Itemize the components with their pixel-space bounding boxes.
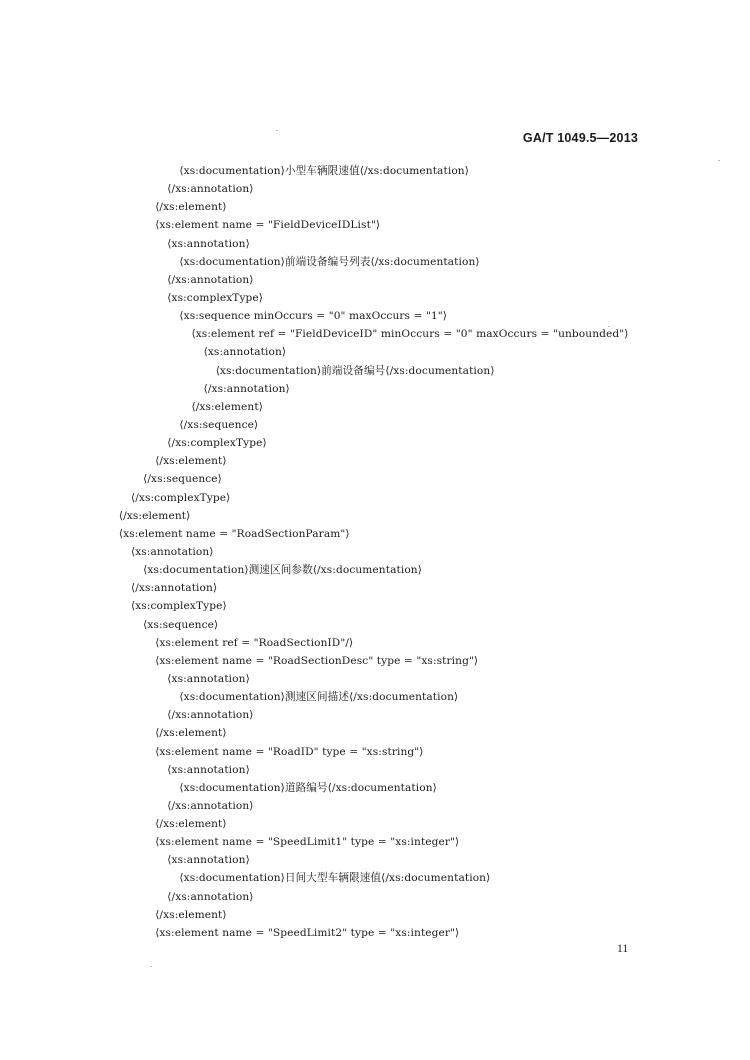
code-line: ⟨/xs:annotation⟩ (167, 799, 254, 812)
code-line: ⟨/xs:annotation⟩ (167, 273, 254, 286)
code-line: ⟨xs:element name = "RoadSectionDesc" type = "xs:string"⟩ (155, 654, 479, 667)
code-line: ⟨xs:annotation⟩ (167, 763, 250, 776)
page-number: 11 (617, 943, 629, 955)
code-line: ⟨/xs:element⟩ (155, 727, 227, 740)
code-line: ⟨/xs:element⟩ (155, 201, 227, 214)
code-line: ⟨xs:element name = "FieldDeviceIDList"⟩ (155, 219, 381, 232)
code-line: ⟨xs:annotation⟩ (203, 346, 287, 359)
code-line: ⟨xs:annotation⟩ (167, 672, 250, 685)
code-line: ⟨/xs:complexType⟩ (131, 491, 231, 504)
code-line: ⟨xs:annotation⟩ (167, 854, 250, 867)
standard-code-header: GA/T 1049.5—2013 (522, 131, 638, 145)
code-line: ⟨xs:element name = "RoadID" type = "xs:string"⟩ (155, 745, 424, 758)
scan-speck (608, 326, 610, 327)
code-line: ⟨xs:documentation⟩日间大型车辆限速值⟨/xs:documentation⟩ (179, 872, 491, 885)
code-line: ⟨xs:documentation⟩前端设备编号⟨/xs:documentation⟩ (215, 364, 495, 377)
code-line: ⟨/xs:element⟩ (155, 908, 227, 921)
code-line: ⟨xs:documentation⟩道路编号⟨/xs:documentation⟩ (179, 781, 437, 794)
code-line: ⟨/xs:sequence⟩ (143, 473, 222, 486)
code-line: ⟨/xs:element⟩ (118, 509, 191, 522)
code-line: ⟨/xs:annotation⟩ (167, 890, 254, 903)
code-line: ⟨xs:annotation⟩ (131, 545, 214, 558)
code-line: ⟨/xs:sequence⟩ (179, 418, 259, 431)
code-line: ⟨xs:element name = "RoadSectionParam"⟩ (118, 527, 350, 540)
scan-speck (718, 160, 720, 161)
code-line: ⟨xs:documentation⟩测速区间参数⟨/xs:documentation⟩ (143, 564, 422, 577)
code-line: ⟨xs:element name = "SpeedLimit2" type = "xs:integer"⟩ (155, 926, 460, 939)
scan-speck (150, 966, 152, 967)
code-line: ⟨/xs:element⟩ (155, 455, 227, 468)
code-line: ⟨xs:complexType⟩ (167, 291, 264, 304)
code-line: ⟨xs:documentation⟩前端设备编号列表⟨/xs:documentation⟩ (179, 255, 480, 268)
code-line: ⟨xs:annotation⟩ (167, 237, 250, 250)
code-line: ⟨/xs:annotation⟩ (131, 582, 218, 595)
code-line: ⟨xs:sequence minOccurs = "0" maxOccurs = "1"⟩ (179, 310, 448, 323)
xml-schema-listing (0, 162, 750, 942)
code-line: ⟨/xs:complexType⟩ (167, 437, 267, 450)
code-line: ⟨xs:element name = "SpeedLimit1" type = "xs:integer"⟩ (155, 836, 460, 849)
code-line: ⟨xs:element ref = "FieldDeviceID" minOccurs = "0" maxOccurs = "unbounded"⟩ (191, 328, 629, 341)
code-line: ⟨/xs:annotation⟩ (167, 183, 254, 196)
code-line: ⟨/xs:element⟩ (191, 400, 263, 413)
code-line: ⟨xs:element ref = "RoadSectionID"/⟩ (155, 636, 354, 649)
code-line: ⟨xs:sequence⟩ (143, 618, 219, 631)
code-line: ⟨/xs:annotation⟩ (203, 382, 290, 395)
code-line: ⟨/xs:element⟩ (155, 818, 227, 831)
code-line: ⟨xs:complexType⟩ (131, 600, 227, 613)
scan-speck (276, 130, 278, 131)
code-line: ⟨xs:documentation⟩小型车辆限速值⟨/xs:documentation⟩ (179, 165, 469, 177)
code-line: ⟨/xs:annotation⟩ (167, 709, 254, 722)
code-line: ⟨xs:documentation⟩测速区间描述⟨/xs:documentation⟩ (179, 691, 459, 704)
